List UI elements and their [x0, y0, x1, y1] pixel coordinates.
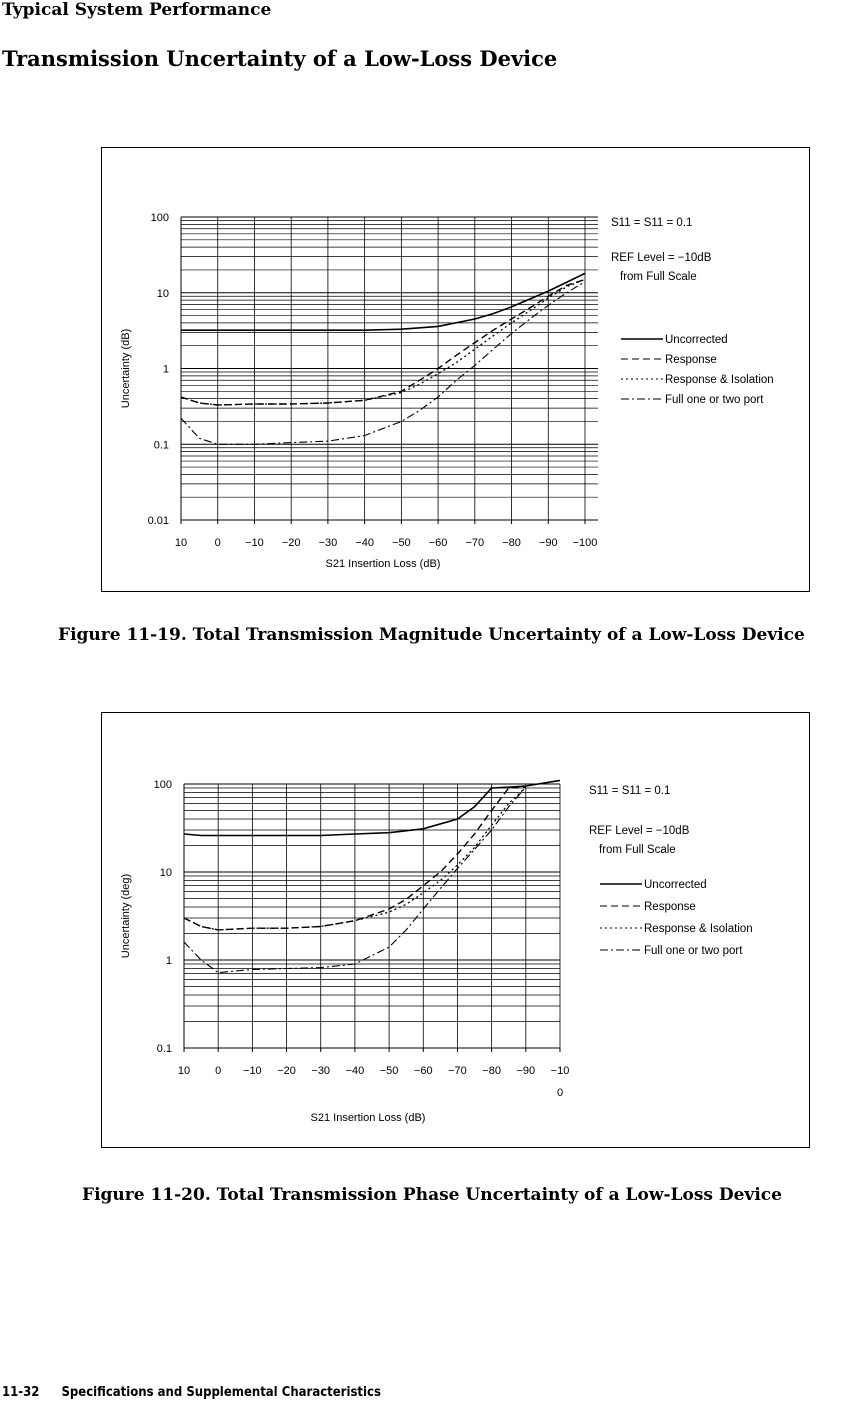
y-tick-label: 1: [165, 955, 172, 967]
annotation-text: S11 = S11 = 0.1: [589, 785, 671, 797]
legend-label: Uncorrected: [644, 879, 707, 891]
legend-label: Response: [644, 901, 696, 913]
x-tick-label: −50: [392, 537, 411, 549]
annotation-text: from Full Scale: [599, 844, 676, 856]
y-tick-label: 1: [162, 363, 169, 376]
y-tick-label: 0.1: [156, 1043, 172, 1055]
phase-uncertainty-chart: [101, 712, 810, 1148]
y-tick-label: 0.1: [153, 439, 169, 452]
x-tick-label-wrap: 0: [556, 1087, 564, 1099]
x-tick-label: −40: [355, 537, 374, 549]
figure-11-19-caption: Figure 11-19. Total Transmission Magnitude Uncertainty of a Low-Loss Device: [58, 625, 805, 645]
x-tick-label: −10: [245, 537, 264, 549]
page-footer: [2, 1385, 381, 1400]
x-tick-label: −30: [311, 1065, 331, 1077]
chapter-title: Specifications and Supplemental Characteristics: [61, 1385, 381, 1400]
legend-label: Full one or two port: [644, 945, 743, 957]
y-tick-label: 10: [156, 287, 169, 300]
x-tick-label: 0: [214, 537, 221, 549]
x-tick-label: −60: [428, 537, 448, 549]
x-tick-label: −80: [482, 1065, 501, 1077]
annotation-text: from Full Scale: [620, 271, 697, 283]
annotation-text: S11 = S11 = 0.1: [611, 217, 693, 229]
y-tick-label: 100: [150, 212, 169, 224]
x-tick-label: −50: [379, 1065, 399, 1077]
x-tick-label: 10: [174, 537, 188, 549]
x-axis-label: S21 Insertion Loss (dB): [310, 1112, 426, 1124]
x-tick-label: −30: [318, 537, 338, 549]
annotation-text: REF Level = −10dB: [611, 252, 712, 264]
x-tick-label: −80: [502, 537, 521, 549]
y-tick-label: 0.01: [147, 515, 169, 527]
x-tick-label: −90: [538, 537, 558, 549]
x-tick-label: −60: [413, 1065, 433, 1077]
y-axis-label: Uncertainty (deg): [120, 873, 132, 959]
magnitude-uncertainty-chart: [101, 147, 810, 592]
figure-11-20-caption: Figure 11-20. Total Transmission Phase Uncertainty of a Low-Loss Device: [82, 1185, 782, 1205]
x-tick-label: −10: [243, 1065, 262, 1077]
x-tick-label: −10: [550, 1065, 570, 1077]
x-tick-label: −100: [572, 537, 598, 549]
x-tick-label: 10: [177, 1065, 191, 1077]
legend-label: Response & Isolation: [644, 923, 753, 935]
x-tick-label: 0: [215, 1065, 222, 1077]
legend-label: Response & Isolation: [665, 374, 774, 386]
x-tick-label: −90: [516, 1065, 536, 1077]
x-tick-label: −40: [345, 1065, 365, 1077]
annotation-text: REF Level = −10dB: [589, 825, 690, 837]
x-tick-label: −70: [465, 537, 485, 549]
x-tick-label: −20: [277, 1065, 296, 1077]
y-tick-label: 10: [159, 867, 172, 879]
legend-label: Response: [665, 354, 717, 366]
legend-label: Uncorrected: [665, 334, 728, 346]
y-axis-label: Uncertainty (dB): [120, 328, 132, 409]
x-axis-label: S21 Insertion Loss (dB): [325, 558, 441, 570]
legend-label: Full one or two port: [665, 394, 764, 406]
page-number: 11-32: [2, 1385, 40, 1400]
page-title: Transmission Uncertainty of a Low-Loss Device: [2, 46, 558, 71]
section-header: Typical System Performance: [2, 0, 272, 20]
chart-frame: [102, 148, 810, 592]
x-tick-label: −20: [281, 537, 301, 549]
y-tick-label: 100: [153, 779, 172, 791]
x-tick-label: −70: [448, 1065, 467, 1077]
